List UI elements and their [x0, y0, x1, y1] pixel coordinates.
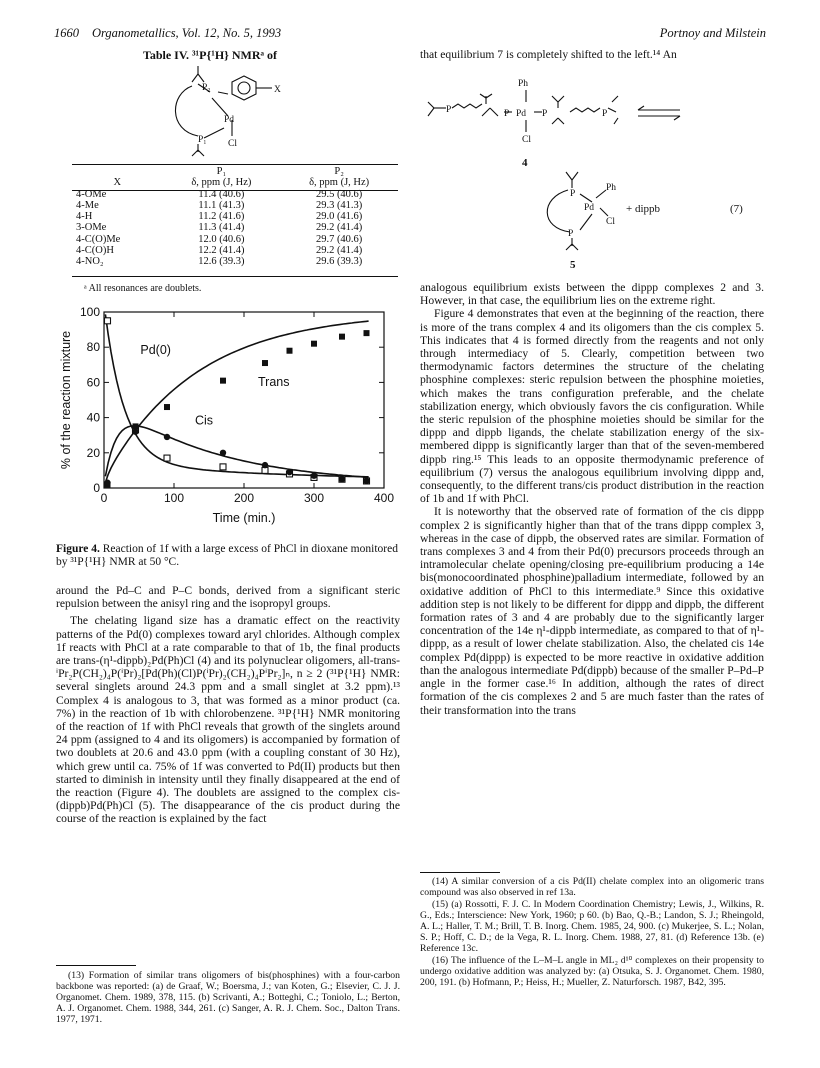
data-point [311, 472, 317, 478]
table-row [72, 211, 398, 222]
footnote-15: (15) (a) Rossotti, F. J. C. In Modern Coordination Chemistry; Lewis, J., Wilkins, R. G., Eds.; Interscience: New York, 1960; p 60. (b) Bao, Q.-B.; Landon, S. J.; Rheingold, A. L.; Haller, T. M.; Brill, T. B. Inorg. Chem. 1985, 24, 900. (c) Mukerjee, S. L.; Nolan, S. P.; Hoff, C. D.; de la Vega, R. L. Inorg. Chem. 1988, 27, 81. (d) Reference 13b. (e) Reference 13c. [420, 899, 764, 954]
struct-cl-label: Cl [228, 139, 237, 149]
svg-text:P: P [504, 109, 510, 119]
compound-4-label: 4 [522, 157, 528, 169]
figure-label: Figure 4. [56, 543, 100, 555]
svg-text:Cl: Cl [606, 217, 615, 227]
table-cell-x: 3-OMe [76, 222, 107, 234]
data-point [164, 404, 170, 410]
table-cell-p2: 29.0 (41.6) [315, 211, 363, 223]
x-tick-label: 0 [100, 491, 108, 505]
x-tick-label: 200 [233, 491, 255, 505]
table-row [72, 200, 398, 211]
table-row [72, 256, 398, 267]
data-point [364, 330, 370, 336]
y-tick-label: 60 [86, 375, 100, 390]
running-authors: Portnoy and Milstein [659, 26, 766, 40]
page-number: 1660 [54, 26, 79, 40]
left-paragraph-1: The chelating ligand size has a dramatic effect on the reactivity patterns of the Pd(0) complexes toward aryl chlorides. Although complex 1f reacts with PhCl at a rate comparable to that of 1b, the final products are trans-(η¹-dippb)₂Pd(Ph)Cl (4) and its polynuclear oligomers, all-trans-ⁱPr₂P(CH₂)₄P(ⁱPr)₂[Pd(Ph)(Cl)P(ⁱPr)₂(CH₂)₄PⁱPr₂]ₙ, n ≥ 2 (³¹P{¹H} NMR: several singlets around 24.3 ppm and a small singlet at 3.2 ppm).¹³ Complex 4 is analogous to 3, that was formed as a minor product (ca. 7%) in the reaction of 1b with chlorobenzene. ³¹P{¹H} NMR monitoring of the reaction of 1f with PhCl reveals that growth of the singlets around 24 ppm (assigned to 4 and its oligomers) is accompanied by formation of two doublets at 20.6 and 43.0 ppm (with a coupling constant of 30 Hz), which grew until ca. 75% of 1f was converted to Pd(II) products but then started to diminish in intensity until they finally disappeared at the end of the reaction (Figure 4). The doublets are assigned to the complex cis-(dippb)Pd(Ph)Cl (5). The disappearance of the cis product during the course of the reaction is explained by the fact [56, 614, 400, 826]
table-title: Table IV. ³¹P{¹H} NMRᵃ of [142, 48, 278, 62]
svg-text:P: P [542, 109, 548, 119]
data-point [164, 434, 170, 440]
data-point [287, 348, 293, 354]
y-tick-label: 100 [79, 305, 100, 319]
right-intro [420, 48, 764, 61]
table-cell-p1: 12.0 (40.6) [198, 233, 245, 245]
series-curve [105, 426, 368, 478]
svg-text:P: P [570, 189, 576, 199]
table-cell-p2: 29.5 (40.6) [315, 188, 363, 200]
table-cell-x: 4-Me [76, 199, 99, 211]
series-curve [105, 314, 368, 476]
y-tick-label: 80 [86, 340, 100, 355]
table-cell-p2: 29.2 (41.4) [315, 222, 363, 234]
struct-pd-label: Pd [224, 115, 235, 125]
svg-text:Ph: Ph [606, 183, 617, 193]
table-row [72, 222, 398, 233]
x-tick-label: 400 [373, 491, 395, 505]
equilibrium-scheme [420, 72, 764, 272]
data-point [220, 450, 226, 456]
chart-annotation: Pd(0) [140, 343, 171, 358]
figure-caption [56, 543, 400, 569]
table-cell-x: 4-H [76, 211, 93, 223]
compound-5-label: 5 [570, 259, 576, 271]
figure-4-chart [56, 302, 400, 538]
right-footnotes [420, 876, 764, 989]
left-body [56, 584, 400, 826]
table-cell-p1: 11.2 (41.6) [198, 211, 245, 223]
table-mid-rule [72, 190, 398, 191]
y-tick-label: 40 [86, 410, 100, 425]
left-footnote-rule [56, 965, 136, 966]
table-cell-p1: 11.4 (40.6) [198, 188, 245, 200]
data-point [104, 480, 110, 486]
right-paragraph-1: analogous equilibrium exists between the dippp complexes 2 and 3. However, in that case, the equilibrium lies on the extreme right. [420, 281, 764, 308]
svg-text:P: P [602, 109, 608, 119]
table-cell-x: 4-NO₂ [76, 256, 104, 268]
table-cell-p1: 11.1 (41.3) [198, 199, 245, 211]
table-cell-x: 4-C(O)Me [76, 233, 121, 245]
x-tick-label: 300 [303, 491, 325, 505]
right-paragraph-0: that equilibrium 7 is completely shifted to the left.¹⁴ An [420, 48, 677, 61]
table-cell-p2: 29.2 (41.4) [315, 245, 363, 257]
svg-text:P: P [446, 105, 452, 115]
table-cell-p1: 11.3 (41.4) [198, 222, 245, 234]
chart-annotation: Cis [195, 413, 214, 428]
table-cell-p1: 12.2 (41.4) [198, 245, 245, 257]
col-x: X [113, 177, 122, 189]
table-cell-p2: 29.7 (40.6) [315, 233, 363, 245]
struct-p1-label: P₁ [198, 135, 207, 145]
data-point [311, 341, 317, 347]
data-point [220, 378, 226, 384]
y-tick-label: 20 [86, 445, 100, 460]
data-point [220, 464, 226, 470]
data-point [339, 334, 345, 340]
right-footnote-rule [420, 872, 500, 873]
svg-text:P: P [568, 229, 574, 239]
svg-text:Ph: Ph [518, 79, 529, 89]
nmr-table [72, 166, 398, 268]
col-p1: P₁ [216, 166, 227, 177]
struct-x-label: X [274, 85, 281, 95]
table-top-rule [72, 164, 398, 165]
data-point [132, 428, 138, 434]
table-cell-x: 4-OMe [76, 188, 107, 200]
y-axis-label: % of the reaction mixture [59, 330, 73, 470]
col-p1-units: δ, ppm (J, Hz) [191, 177, 252, 189]
table-footnote: ᵃ All resonances are doublets. [84, 283, 202, 294]
data-point [363, 478, 369, 484]
svg-text:Pd: Pd [584, 203, 595, 213]
footnote-13: (13) Formation of similar trans oligomers of bis(phosphines) with a four-carbon backbone was reported: (a) de Graaf, W.; Boersma, J.; van Koten, G.; Elsevier, C. J. J. Organomet. Chem. 1989, 378, 115. (b) Scrivanti, A.; Botteghi, C.; Toniolo, L.; Berton, A. J. Organomet. Chem. 1988, 344, 261. (c) Sanger, A. R. J. Chem. Soc., Dalton Trans. 1977, 1971. [56, 970, 400, 1025]
plus-dippb: + dippb [626, 203, 661, 215]
data-point [262, 462, 268, 468]
table-row [72, 245, 398, 256]
table-cell-p2: 29.3 (41.3) [315, 199, 363, 211]
table-structure-diagram [140, 64, 330, 164]
x-tick-label: 100 [163, 491, 185, 505]
table-bottom-rule [72, 276, 398, 277]
table-cell-p2: 29.6 (39.3) [315, 256, 363, 268]
data-point [339, 476, 345, 482]
table-row [72, 234, 398, 245]
figure-caption-text: Reaction of 1f with a large excess of PhCl in dioxane monitored by ³¹P{¹H} NMR at 50 °C. [56, 543, 398, 568]
data-point [286, 469, 292, 475]
chart-annotation: Trans [258, 374, 290, 389]
right-body [420, 281, 764, 717]
footnote-16: (16) The influence of the L–M–L angle in ML₂ d¹⁰ complexes on their propensity to undergo oxidative addition was analyzed by: (a) Otsuka, S. J. Organomet. Chem. 1980, 200, 191. (b) Hofmann, P.; Heiss, H.; Mueller, Z. Naturforsch. 1987, B42, 395. [420, 955, 764, 988]
col-p2: P₂ [334, 166, 344, 177]
x-axis-label: Time (min.) [212, 511, 276, 525]
right-paragraph-2: Figure 4 demonstrates that even at the beginning of the reaction, there is more of the trans complex 4 and its oligomers than the cis complex 5. This indicates that 4 is formed directly from the reagents and not only through intermediacy of 5. Clearly, competition between two thermodynamic factors determines the structure of the chelating phosphine complexes: steric repulsion between the phosphine moieties, which makes the trans configuration preferable, and the chelate stabilization energy, which obviously favors the cis configuration. While the steric repulsion of the phosphine moieties should be similar for the dippp and dippb ligands, the chelate stabilization energy of the six-membered dippp is significantly larger than that of the seven-membered dippb ring.¹⁵ This leads to an opposite thermodynamic preference of equilibrium (7) versus the analogous equilibrium involving dippp and, consequently, to the different trans/cis product distribution in the reaction of 1b and 1f with PhCl. [420, 307, 764, 506]
table-cell-p1: 12.6 (39.3) [198, 256, 245, 268]
col-p2-units: δ, ppm (J, Hz) [309, 177, 370, 189]
data-point [164, 455, 170, 461]
left-paragraph-0: around the Pd–C and P–C bonds, derived from a significant steric repulsion between the anisyl ring and the isopropyl groups. [56, 584, 400, 611]
table-cell-x: 4-C(O)H [76, 245, 114, 257]
footnote-14: (14) A similar conversion of a cis Pd(II) chelate complex into an oligomeric trans compound was also observed in ref 13a. [420, 876, 764, 898]
journal-citation: Organometallics, Vol. 12, No. 5, 1993 [92, 26, 282, 40]
struct-p2-label: P₂ [202, 83, 211, 93]
data-point [105, 318, 111, 324]
right-paragraph-3: It is noteworthy that the observed rate of formation of the cis dippp complex 2 is significantly higher than that of the trans dippp complex 3, whereas in the case of dippb, the observed rates are similar. Formation of trans complexes 3 and 4 from their Pd(0) precursors proceeds through an intramolecular chelate opening/closing pre-equilibrium producing a 14e bis(monocoordinated phosphine)palladium intermediate, followed by an oxidative addition of PhCl to this intermediate.⁹ Since this oxidative addition step is not likely to be different for dippp and dippb, the different formation rates of 3 and 4 are probably due to the significantly larger concentration of the 14e η¹-dippb intermediate, as compared to that of η¹-dippp, as a result of lower chelate stabilization. Also, the chelated cis 14e complex Pd(dippp) is expected to be more reactive in oxidative addition than the analogous intermediate Pd(dippb) because of the smaller P–Pd–P angle in the former case.¹⁶ In addition, although the rates of direct formation of the cis complexes 2 and 5 are much faster than the rates of their transformation into the trans [420, 505, 764, 717]
svg-text:Cl: Cl [522, 135, 531, 145]
svg-text:Pd: Pd [516, 109, 527, 119]
data-point [262, 360, 268, 366]
y-tick-label: 0 [93, 481, 100, 495]
equation-number: (7) [730, 203, 743, 215]
